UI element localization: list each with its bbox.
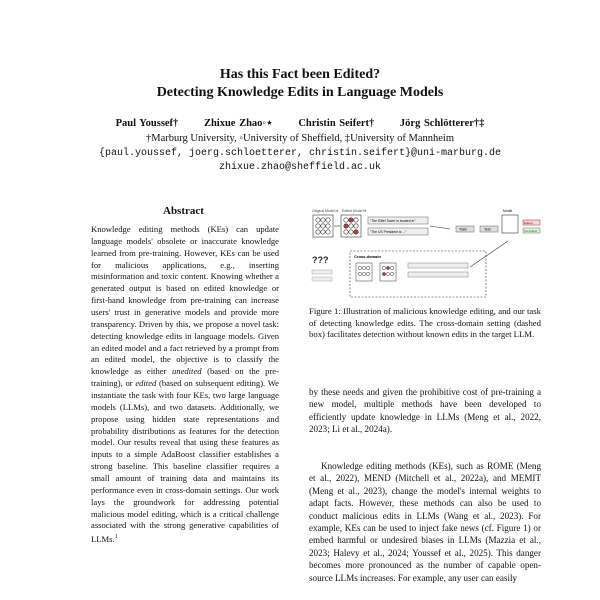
arrow-icon: [470, 241, 508, 267]
question-icon: ???: [312, 255, 329, 265]
email-line-2: zhixue.zhao@sheffield.ac.uk: [218, 162, 382, 173]
term-edited: edited: [135, 378, 157, 389]
body-paragraph-2: Knowledge editing methods (KEs), such as ROME (Meng et al., 2022), MEND (Mitchell et al., 2022a), and MEMIT (Meng et al., 2023), change the model's internal weights to adapt facts. However, these methods can also be used to conduct malicious edits in LLMs (Wang et al., 2023). For example, KEs can be used to inject fake news (cf. Figure 1) or embed harmful or undesired biases in LLMs (Mazzia et al., 2023; Halevy et al., 2024; Youssef et al., 2025). This danger becomes more pronounced as the number of capable open-source LLMs increases. For example, any user can easily: [309, 461, 541, 583]
figure-1: [310, 207, 541, 299]
label-edited-model: Edited Model M: [342, 209, 367, 213]
author: Jörg Schlötterer†‡: [399, 118, 485, 129]
abstract-heading: Abstract: [163, 205, 204, 217]
author: Christin Seifert†: [298, 118, 375, 129]
figure-caption: Figure 1: Illustration of malicious knowledge editing, and our task of detecting knowledge edits. The cross-domain setting (dashed box) facilitates detection without known edits in the target LLM.: [309, 306, 541, 339]
train-test-flow: [430, 209, 540, 233]
not-edited-badge: Not Edited: [524, 228, 538, 233]
edited-badge: Edited: [524, 220, 533, 225]
abstract-part-3: (based on subsequent editing). We instantiate the task with four KEs, two large language models (LLMs), and two datasets. Additionally, we propose using hidden state representations and probability distributions as features for the detection model. Our results reveal that using these features as inputs to a simple AdaBoost classifier establishes a strong baseline. This baseline classifier requires a small amount of training data and maintains its performance even in cross-domain settings. Our work lays the groundwork for addressing potential malicious model editing, which is a critical challenge associated with the strong generative capabilities of LLMs.: [91, 378, 279, 545]
abstract-part-1: Knowledge editing methods (KEs) can update language models' obsolete or inaccurate knowledge learned from pre-training. However, KEs can be used for malicious applications, e.g., inserting misinformation and toxic content. Knowing whether a generated output is based on edited knowledge or first-hand knowledge from pre-training can increase users' trust in generative models and provide more transparency. Driven by this, we propose a novel task: detecting knowledge edits in language models. Given an edited model and a fact retrieved by a prompt from an edited model, the objective is to classify the knowledge as either: [91, 224, 279, 377]
model-label: Model: [503, 209, 513, 213]
edited-model-grid: [341, 215, 361, 237]
author-list: [0, 117, 600, 129]
original-model-grid: [313, 215, 333, 237]
paper-title: [0, 66, 600, 102]
label-original-model: Original Model M: [312, 209, 339, 213]
email-line-1: {paul.youssef, joerg.schloetterer, christin.seifert}@uni-marburg.de: [98, 148, 502, 159]
title-line-1: Has this Fact been Edited?: [219, 67, 381, 82]
abstract-part-2: (based on the pre-training), or: [91, 366, 279, 389]
footnote-mark: 1: [114, 534, 118, 541]
cross-domain-grid: [356, 263, 396, 281]
body-paragraph-1: by these needs and given the prohibitive cost of pre-training a new model, multiple methods have been developed to efficiently update knowledge in LLMs (Meng et al., 2022, 2023; Li et al., 2024a).: [309, 387, 541, 435]
prompt-1: "The Eiffel Tower is located in": [370, 219, 416, 223]
author: Zhixue Zhao◦⋆: [203, 118, 273, 129]
abstract-text: [91, 224, 279, 546]
cross-domain-label: Cross-domain: [354, 254, 381, 259]
test-label: Test: [484, 227, 491, 232]
train-label: Train: [459, 227, 468, 232]
title-line-2: Detecting Knowledge Edits in Language Models: [156, 85, 444, 100]
term-unedited: unedited: [171, 366, 202, 377]
affiliations: †Marburg University, ◦University of Sheffield, ‡University of Mannheim: [146, 133, 454, 144]
author: Paul Youssef†: [115, 118, 179, 129]
prompt-2: "The US President is ...": [370, 230, 407, 234]
